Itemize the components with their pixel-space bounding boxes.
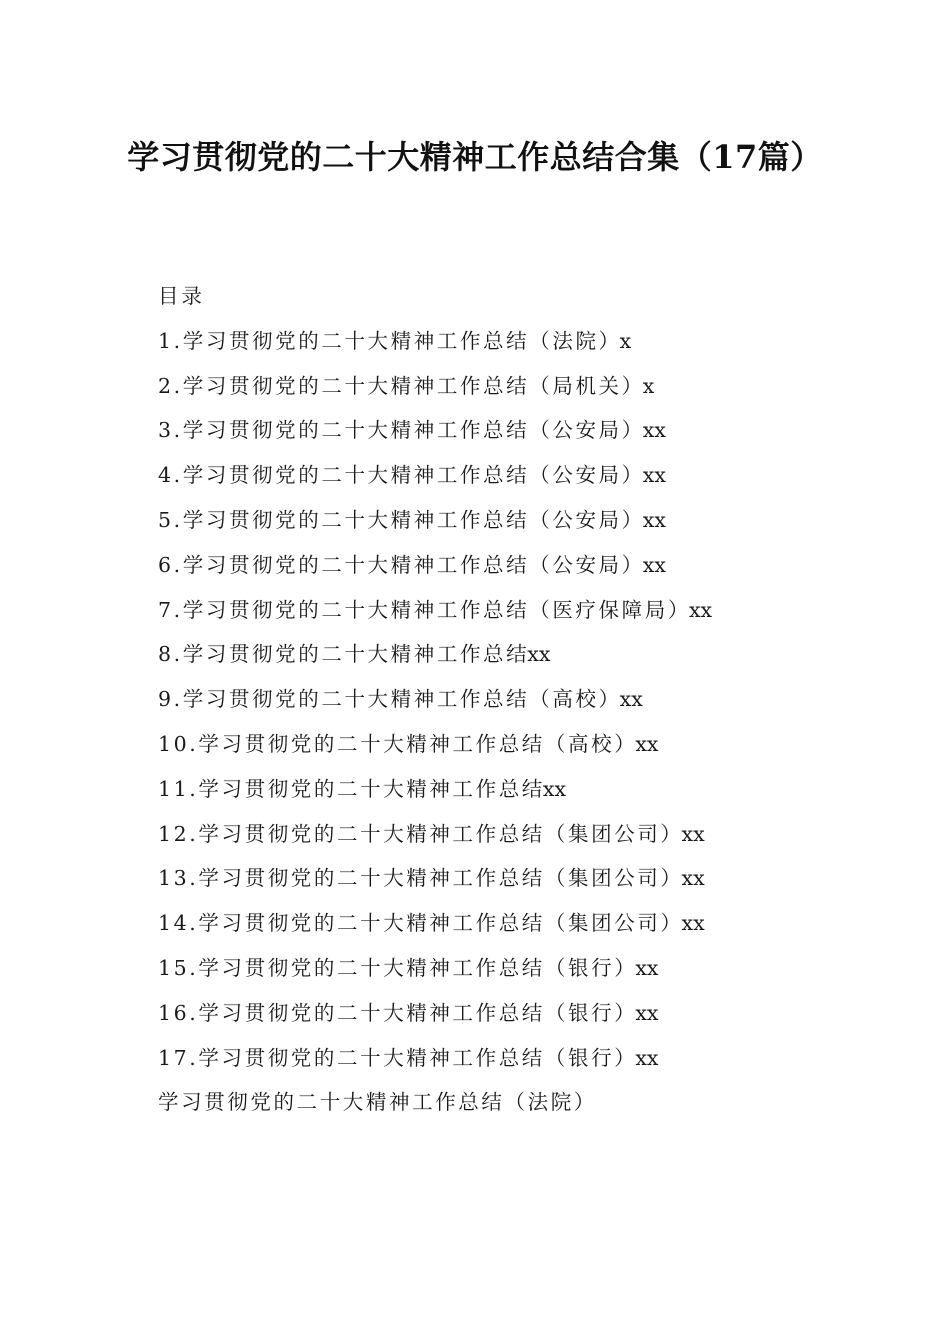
toc-item-label: 9.学习贯彻党的二十大精神工作总结（高校） — [158, 687, 622, 712]
toc-item-page: xx — [635, 1000, 659, 1025]
toc-item-label: 11.学习贯彻党的二十大精神工作总结 — [158, 776, 545, 801]
toc-item-label: 1.学习贯彻党的二十大精神工作总结（法院） — [158, 328, 622, 353]
toc-item[interactable] — [158, 908, 858, 953]
toc-item-page: xx — [681, 821, 705, 846]
toc-item[interactable] — [158, 819, 858, 864]
toc-item[interactable] — [158, 863, 858, 908]
section-title: 学习贯彻党的二十大精神工作总结（法院） — [158, 1090, 597, 1115]
toc-item-label: 6.学习贯彻党的二十大精神工作总结（公安局） — [158, 552, 645, 577]
toc-item-page: xx — [635, 955, 659, 980]
toc-item-page: xx — [642, 463, 666, 488]
toc-item[interactable] — [158, 460, 858, 505]
table-of-contents — [158, 281, 858, 1132]
toc-item-label: 2.学习贯彻党的二十大精神工作总结（局机关） — [158, 373, 645, 398]
toc-list — [158, 326, 858, 1088]
toc-heading: 目录 — [158, 284, 205, 308]
document-title: 学习贯彻党的二十大精神工作总结合集（17篇） — [127, 138, 823, 176]
toc-item[interactable] — [158, 505, 858, 550]
toc-item-label: 3.学习贯彻党的二十大精神工作总结（公安局） — [158, 418, 645, 443]
toc-item-label: 7.学习贯彻党的二十大精神工作总结（医疗保障局） — [158, 597, 691, 622]
toc-item-page: xx — [642, 418, 666, 443]
toc-item[interactable] — [158, 371, 858, 416]
toc-item[interactable] — [158, 550, 858, 595]
toc-item-label: 4.学习贯彻党的二十大精神工作总结（公安局） — [158, 463, 645, 488]
toc-item[interactable] — [158, 729, 858, 774]
toc-item-label: 16.学习贯彻党的二十大精神工作总结（银行） — [158, 1000, 638, 1025]
toc-item-label: 5.学习贯彻党的二十大精神工作总结（公安局） — [158, 507, 645, 532]
toc-item-page: xx — [681, 866, 705, 891]
toc-item[interactable] — [158, 639, 858, 684]
toc-item-page: xx — [642, 552, 666, 577]
toc-item-page: xx — [688, 597, 713, 622]
toc-item-label: 17.学习贯彻党的二十大精神工作总结（银行） — [158, 1045, 638, 1070]
toc-item-page: xx — [642, 507, 666, 532]
toc-item[interactable] — [158, 326, 858, 371]
toc-item-page: x — [642, 373, 655, 398]
toc-item[interactable] — [158, 998, 858, 1043]
toc-item-label: 12.学习贯彻党的二十大精神工作总结（集团公司） — [158, 821, 684, 846]
toc-item[interactable] — [158, 1043, 858, 1088]
toc-item-page: xx — [619, 687, 643, 712]
toc-item-page: xx — [542, 776, 567, 801]
toc-item[interactable] — [158, 953, 858, 998]
toc-item-page: xx — [635, 1045, 659, 1070]
toc-item[interactable] — [158, 415, 858, 460]
toc-item-label: 13.学习贯彻党的二十大精神工作总结（集团公司） — [158, 866, 684, 891]
toc-item-label: 8.学习贯彻党的二十大精神工作总结 — [158, 642, 530, 667]
toc-item[interactable] — [158, 774, 858, 819]
toc-item-label: 14.学习贯彻党的二十大精神工作总结（集团公司） — [158, 911, 684, 936]
toc-item-page: xx — [681, 911, 705, 936]
toc-item-page: xx — [527, 642, 551, 667]
toc-item-label: 15.学习贯彻党的二十大精神工作总结（银行） — [158, 955, 638, 980]
toc-item-page: xx — [635, 731, 659, 756]
toc-item-label: 10.学习贯彻党的二十大精神工作总结（高校） — [158, 731, 638, 756]
toc-item-page: x — [619, 328, 632, 353]
toc-item[interactable] — [158, 684, 858, 729]
toc-item[interactable] — [158, 595, 858, 640]
